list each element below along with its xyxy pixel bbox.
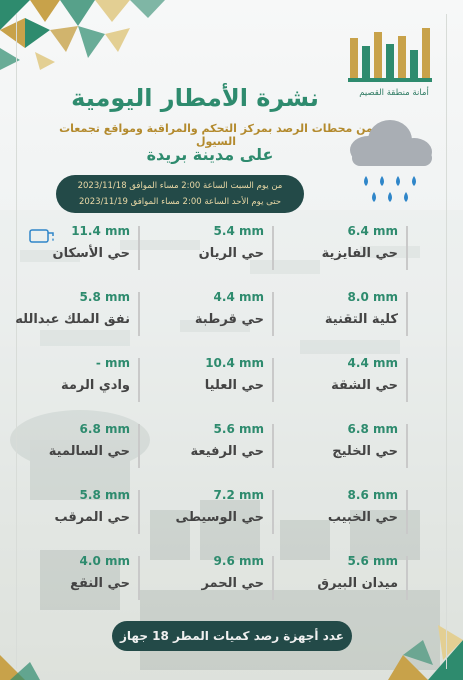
station-cell <box>158 288 274 340</box>
station-rainfall: 4.4 mm <box>347 356 398 370</box>
station-divider <box>272 292 274 336</box>
station-cell <box>24 552 140 604</box>
station-name: حي الأسكان <box>52 246 130 261</box>
station-name: حي الخبيب <box>327 510 398 525</box>
station-name: حي الخليج <box>332 444 398 459</box>
station-divider <box>138 358 140 402</box>
station-divider <box>272 556 274 600</box>
station-cell <box>158 552 274 604</box>
station-cell <box>292 486 408 538</box>
station-divider <box>272 358 274 402</box>
station-rainfall: - mm <box>95 356 130 370</box>
station-rainfall: 10.4 mm <box>205 356 264 370</box>
station-divider <box>406 490 408 534</box>
station-cell <box>292 552 408 604</box>
station-name: وادي الرمة <box>60 378 130 393</box>
station-cell <box>158 420 274 472</box>
period-from: من يوم السبت الساعة 2:00 مساء الموافق 2023/11/18 <box>77 181 283 191</box>
device-count-banner: عدد أجهزة رصد كميات المطر 18 جهاز <box>112 621 352 651</box>
station-name: حي المرقب <box>54 510 130 525</box>
station-name: حي الرفيعة <box>190 444 264 459</box>
station-rainfall: 4.0 mm <box>79 554 130 568</box>
station-divider <box>406 424 408 468</box>
station-rainfall: 11.4 mm <box>71 224 130 238</box>
qassim-logo <box>340 22 440 112</box>
station-name: ميدان البيرق <box>317 576 398 591</box>
station-cell <box>24 222 140 274</box>
station-cell <box>292 222 408 274</box>
station-name: حي الشقة <box>331 378 398 393</box>
station-cell <box>24 354 140 406</box>
station-cell <box>158 354 274 406</box>
station-cell <box>15 288 140 340</box>
station-name: حي العليا <box>204 378 264 393</box>
station-divider <box>406 226 408 270</box>
logo-subtitle: أمانة منطقة القصيم <box>359 88 429 98</box>
page-subtitle: من محطات الرصد بمركز التحكم والمراقبة ومواقع تجمعات السيول <box>59 122 373 148</box>
station-name: حي الحمر <box>201 576 264 591</box>
station-divider <box>406 358 408 402</box>
station-name: حي قرطبة <box>194 312 264 327</box>
rain-cloud-icon <box>338 112 438 212</box>
station-cell <box>158 486 274 538</box>
station-cell <box>292 288 408 340</box>
station-rainfall: 5.4 mm <box>213 224 264 238</box>
station-divider <box>138 424 140 468</box>
station-rainfall: 5.6 mm <box>347 554 398 568</box>
station-name: حي الريان <box>198 246 264 261</box>
station-divider <box>272 424 274 468</box>
period-badge <box>56 175 304 213</box>
station-cell <box>292 354 408 406</box>
logo-emblem-icon <box>340 22 440 88</box>
station-divider <box>138 292 140 336</box>
station-cell <box>292 420 408 472</box>
station-name: نفق الملك عبدالله <box>15 312 130 327</box>
page-title: نشرة الأمطار اليومية <box>71 84 319 112</box>
station-rainfall: 6.8 mm <box>347 422 398 436</box>
station-cell <box>24 486 140 538</box>
period-to: حتى يوم الأحد الساعة 2:00 مساء الموافق 2023/11/19 <box>78 197 282 207</box>
station-divider <box>272 490 274 534</box>
station-divider <box>138 490 140 534</box>
station-rainfall: 6.8 mm <box>79 422 130 436</box>
city-name: على مدينة بريدة <box>146 145 274 164</box>
station-divider <box>406 292 408 336</box>
station-rainfall: 6.4 mm <box>347 224 398 238</box>
station-rainfall: 5.6 mm <box>213 422 264 436</box>
station-name: كلية التقنية <box>324 312 398 327</box>
station-rainfall: 8.6 mm <box>347 488 398 502</box>
station-name: حي السالمية <box>48 444 130 459</box>
station-cell <box>158 222 274 274</box>
station-rainfall: 5.8 mm <box>79 290 130 304</box>
station-name: حي النقع <box>70 576 130 591</box>
station-rainfall: 8.0 mm <box>347 290 398 304</box>
station-divider <box>138 226 140 270</box>
station-rainfall: 4.4 mm <box>213 290 264 304</box>
station-divider <box>138 556 140 600</box>
station-divider <box>272 226 274 270</box>
station-rainfall: 9.6 mm <box>213 554 264 568</box>
station-divider <box>406 556 408 600</box>
station-name: حي الفايزية <box>321 246 398 261</box>
station-cell <box>24 420 140 472</box>
station-rainfall: 5.8 mm <box>79 488 130 502</box>
station-name: حي الوسيطى <box>175 510 264 525</box>
station-rainfall: 7.2 mm <box>213 488 264 502</box>
